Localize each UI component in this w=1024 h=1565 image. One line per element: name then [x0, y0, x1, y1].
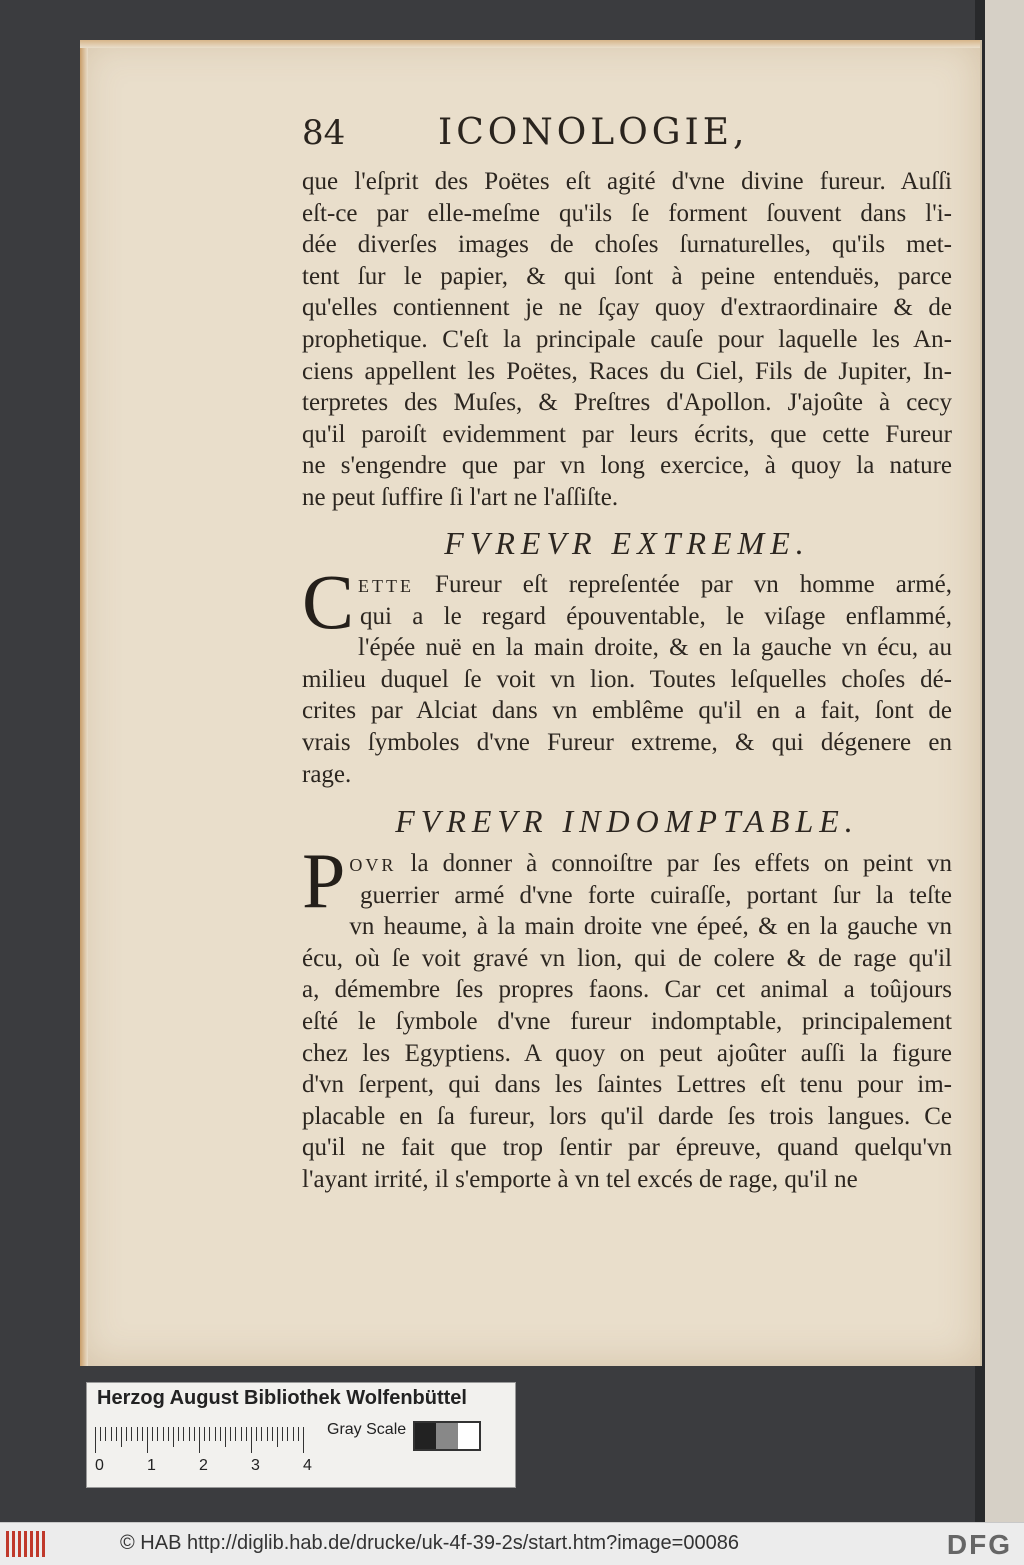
text-line: qui a le regard épouventable, le viſage enflammé, [360, 602, 952, 630]
text-line: ciens appellent les Poëtes, Races du Ciel, Fils de Jupiter, In- [302, 357, 952, 385]
text-line: l'épée nuë en la main droite, & en la gauche vn écu, au [358, 634, 952, 662]
ruler [95, 1419, 315, 1453]
ruler-tick [209, 1427, 210, 1441]
small-caps: OVR [349, 855, 397, 875]
text-line: que l'eſprit des Poëtes eſt agité d'vne divine fureur. Auſſi [302, 168, 952, 195]
running-title: ICONOLOGIE, [438, 112, 749, 153]
ruler-number: 3 [251, 1457, 260, 1474]
text-line: ne s'engendre que par vn long exercice, à quoy la nature [302, 452, 952, 480]
ruler-tick [241, 1427, 242, 1441]
paragraph-1 [302, 166, 952, 514]
ruler-tick [256, 1427, 257, 1441]
ruler-tick [267, 1427, 268, 1441]
text-line: ne peut ſuffire ſi l'art ne l'aſſiſte. [302, 483, 619, 511]
ruler-number: 2 [199, 1457, 208, 1474]
ruler-tick [272, 1427, 273, 1441]
ruler-tick [189, 1427, 190, 1441]
ruler-tick [116, 1427, 117, 1441]
ruler-tick [163, 1427, 164, 1441]
ruler-tick [298, 1427, 299, 1441]
ruler-tick [230, 1427, 231, 1441]
gray-patch-light [458, 1423, 479, 1449]
text-line: terpretes des Muſes, & Preſtres d'Apollon. J'ajoûte à cecy [302, 389, 952, 417]
ruler-tick [261, 1427, 262, 1441]
section-indomptable-lines [302, 880, 952, 1196]
drop-cap: C [302, 558, 355, 645]
ruler-tick [100, 1427, 101, 1441]
drop-cap: P [302, 837, 346, 924]
color-reference-card [86, 1382, 516, 1488]
text-line [302, 569, 952, 601]
ruler-tick [235, 1427, 236, 1441]
ruler-tick [293, 1427, 294, 1441]
text-line: qu'elles contiennent je ne ſçay quoy d'extraordinaire & de [302, 294, 952, 322]
ruler-tick [287, 1427, 288, 1441]
ruler-tick [282, 1427, 283, 1441]
ruler-tick [126, 1427, 127, 1441]
text-line: guerrier armé d'vne forte cuiraſſe, portant ſur la teſte [360, 881, 952, 909]
ruler-tick [95, 1427, 96, 1453]
ruler-number: 4 [303, 1457, 312, 1474]
text-line: écu, où ſe voit gravé vn lion, qui de colere & de rage qu'il [302, 944, 952, 972]
gray-patch-mid [436, 1423, 457, 1449]
ruler-tick [246, 1427, 247, 1441]
ruler-tick [277, 1427, 278, 1447]
page-edge-stain [80, 40, 980, 48]
dfg-logo: DFG [946, 1529, 1012, 1560]
text-line: crites par Alciat dans vn emblême qu'il en a fait, ſont de [302, 697, 952, 725]
text-run: Fureur eſt repreſentée par vn homme armé, [414, 571, 952, 598]
ruler-tick [131, 1427, 132, 1441]
ruler-tick [220, 1427, 221, 1441]
gray-scale-label: Gray Scale [327, 1421, 407, 1438]
ruler-tick [178, 1427, 179, 1441]
text-line: qu'il paroiſt evidemment par leurs écrits, que cette Fureur [302, 420, 952, 448]
ruler-number: 0 [95, 1457, 104, 1474]
text-line: eſté le ſymbole d'vne fureur indomptable, principalement [302, 1007, 952, 1035]
text-line: l'ayant irrité, il s'emporte à vn tel excés de rage, qu'il ne [302, 1165, 858, 1193]
text-line: d'vn ſerpent, qui dans les ſaintes Lettres eſt tenu pour im- [302, 1071, 952, 1099]
section-heading-indomptable: FVREVR INDOMPTABLE. [395, 803, 859, 839]
page-edge-stain [80, 40, 88, 1366]
text-line: vn heaume, à la main droite vne épeé, & en la gauche vn [349, 913, 952, 941]
text-line: a, démembre ſes propres faons. Car cet animal a toûjours [302, 976, 952, 1004]
section-extreme-body [302, 558, 952, 790]
ruler-number: 1 [147, 1457, 156, 1474]
text-line: rage. [302, 760, 352, 788]
text-line: vrais ſymboles d'vne Fureur extreme, & qui dégenere en [302, 728, 952, 756]
text-line: eſt-ce par elle-meſme qu'ils ſe forment ſouvent dans l'i- [302, 199, 952, 227]
page-header [302, 113, 952, 159]
page-number: 84 [302, 113, 346, 153]
ruler-tick [157, 1427, 158, 1441]
text-line: prophetique. C'eſt la principale cauſe pour laquelle les An- [302, 325, 952, 353]
text-run: la donner à connoiſtre par ſes effets on peint vn [396, 850, 952, 877]
ruler-tick [173, 1427, 174, 1447]
viewer-footer [0, 1522, 1024, 1565]
gray-scale-patches [413, 1421, 481, 1451]
ruler-tick [121, 1427, 122, 1447]
ruler-tick [137, 1427, 138, 1441]
hab-logo-icon [6, 1531, 46, 1557]
ruler-tick [303, 1427, 304, 1453]
ruler-tick [215, 1427, 216, 1441]
copyright-link[interactable]: © HAB http://diglib.hab.de/drucke/uk-4f-39-2s/start.htm?image=00086 [120, 1532, 739, 1554]
library-name: Herzog August Bibliothek Wolfenbüttel [97, 1387, 467, 1409]
ruler-tick [194, 1427, 195, 1441]
ruler-tick [105, 1427, 106, 1441]
ruler-tick [152, 1427, 153, 1441]
ruler-tick [199, 1427, 200, 1453]
ruler-tick [168, 1427, 169, 1441]
ruler-tick [111, 1427, 112, 1441]
text-line: placable en ſa fureur, lors qu'il darde ſes trois langues. Ce [302, 1102, 952, 1130]
text-line: tent ſur le papier, & qui ſont à peine entenduës, parce [302, 262, 952, 290]
section-heading-extreme: FVREVR EXTREME. [444, 525, 810, 561]
ruler-tick [142, 1427, 143, 1441]
ruler-tick [204, 1427, 205, 1441]
text-line: dée diverſes images de choſes ſurnaturelles, qu'ils met- [302, 231, 952, 259]
text-line: milieu duquel ſe voit vn lion. Toutes leſquelles choſes dé- [302, 665, 952, 693]
ruler-tick [183, 1427, 184, 1441]
ruler-tick [225, 1427, 226, 1447]
next-page-edge [975, 0, 1024, 1522]
small-caps: ETTE [358, 576, 415, 596]
gray-patch-dark [415, 1423, 436, 1449]
text-line: chez les Egyptiens. A quoy on peut ajoûter auſſi la figure [302, 1039, 952, 1067]
section-indomptable-body [302, 837, 952, 1196]
ruler-tick [147, 1427, 148, 1453]
ruler-tick [251, 1427, 252, 1453]
section-extreme-lines [302, 601, 952, 791]
text-line [302, 848, 952, 880]
text-line: qu'il ne fait que trop ſentir par épreuve, quand quelqu'vn [302, 1134, 952, 1162]
